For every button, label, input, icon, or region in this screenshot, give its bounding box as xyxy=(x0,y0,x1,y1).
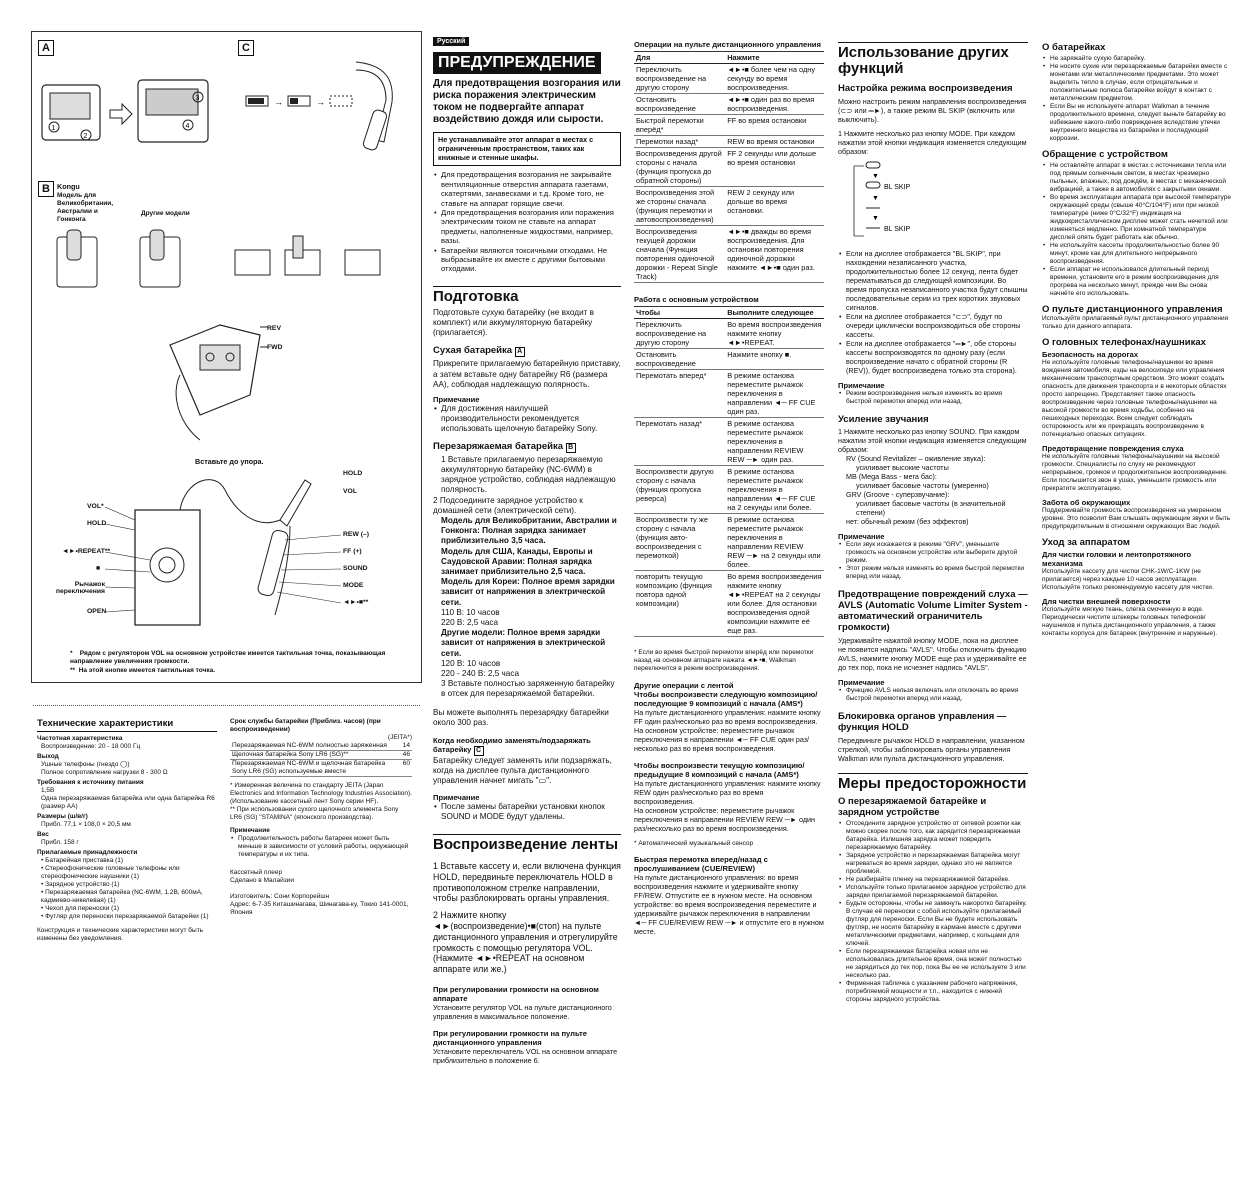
handling-title: Обращение с устройством xyxy=(1042,149,1168,160)
main-ops-title: Работа с основным устройством xyxy=(634,295,759,304)
avls-note: • Функцию AVLS нельзя включать или отключать во время быстрой перемотки вперед или назад. xyxy=(838,687,1028,703)
heads-title: Для чистки головки и лентопротяжного механизма xyxy=(1042,550,1192,568)
battery-type: Щелочная батарейка Sony LR6 (SG)** xyxy=(230,751,401,760)
rech-step: Модель для США, Канады, Европы и Саудовской Аравии: Полная зарядка занимает приблизительно 2,5 часа. xyxy=(441,546,593,576)
rech-step: Модель для Кореи: Полное время зарядки зависит от напряжения в электрической сети. xyxy=(441,577,615,607)
cue-text: На пульте дистанционного управления: во время воспроизведения нажмите и удерживайте кнопку FF/REW. Отпустите ее в нужном месте. На основном устройстве: во время воспроизведения переместите и удерживайте рычажок переключения в направлении ◄─ FF CUE/REVIEW REW ─► и отпустите его в нужном месте. xyxy=(634,873,824,936)
avls-text: Удерживайте нажатой кнопку MODE, пока на дисплее не появится надпись "AVLS". Чтобы отключить функцию AVLS, нажмите кнопку MODE еще раз и удерживайте ее до тех пор, пока не исчезнет надпись "AVLS". xyxy=(838,636,1027,672)
th-do: Выполните следующее xyxy=(725,307,824,319)
rech-step: 2 Подсоедините зарядное устройство к домашней сети (электрической сети). xyxy=(433,495,583,515)
hold-title: Блокировка органов управления — функция HOLD xyxy=(838,711,1007,733)
address-line: Адрес: 6-7-35 Киташинагава, Шинагава-ку, Токио 141-0001, Япония xyxy=(230,901,409,916)
battery-life-section xyxy=(230,718,412,917)
spec-heading: Прилагаемые принадлежности xyxy=(37,849,138,856)
battery-type: Перезаряжаемая NC-6WM полностью заряженная xyxy=(230,742,401,751)
battery-hours: 46 xyxy=(402,751,410,758)
sound-mode: RV (Sound Revitalizer – оживление звука): xyxy=(846,454,986,463)
hold-text: Передвиньте рычажок HOLD в направлении, указанном стрелкой, чтобы заблокировать органы управления Walkman или пульта дистанционного управления. xyxy=(838,736,1025,763)
table-row xyxy=(634,370,824,418)
rev-label: REV xyxy=(267,325,281,332)
sound-note-title: Примечание xyxy=(838,532,885,541)
op-action: Воспроизвести другую сторону с начала (функция пропуска реверса) xyxy=(634,466,725,514)
sound-mode: MB (Mega Bass - мега бас): xyxy=(846,472,937,481)
precaution-item: • Фирменная табличка с указанием рабочего напряжения, потребляемой мощности и т.п., находится с нижней стороны зарядного устройства. xyxy=(846,980,1028,1004)
sound-mode: усиливает высокие частоты xyxy=(856,463,949,472)
mode-note: • Режим воспроизведения нельзя изменять во время быстрой перемотки вперед или назад. xyxy=(838,390,1028,406)
sound-mode: усиливает басовые частоты (умеренно) xyxy=(856,481,989,490)
op-instruction: FF 2 секунды или дольше во время остановки xyxy=(725,148,824,187)
precautions-list xyxy=(838,820,1028,1004)
op-instruction: В режиме останова переместите рычажок переключения в направлении REVIEW REW ─► один раз. xyxy=(725,418,824,466)
precaution-item: • Не разбирайте пленку на перезаряжаемой батарейке. xyxy=(846,876,1028,884)
table-row xyxy=(634,319,824,349)
uk-models-label: Модель для Великобритании, Австралии и Гонконга xyxy=(57,192,114,223)
callout-open: OPEN xyxy=(87,608,107,615)
op-instruction: ◄►•■ один раз во время воспроизведения. xyxy=(725,94,824,115)
dry-note-title: Примечание xyxy=(433,395,480,405)
precaution-item: • Будьте осторожны, чтобы не замкнуть накоротко батарейку. В случае её переноски с собой используйте прилагаемый футляр для переноски. Если Вы не будете использовать футляр, не носите батарейку в кармане вместе с другими металлическими предметами, например, с кольцами для ключей. xyxy=(846,900,1028,948)
mode-note-title: Примечание xyxy=(838,381,885,390)
battery-remark-title: Примечание xyxy=(230,827,270,834)
spec-value: 1,5В Одна перезаряжаемая батарейка или одна батарейка R6 (размер АА) xyxy=(41,787,215,810)
battery-life-table xyxy=(230,742,412,777)
spec-value: Ушные телефоны (гнездо ◯) Полное сопротивление нагрузки 8 - 300 Ω xyxy=(41,761,168,776)
handling-bullets: • Не оставляйте аппарат в местах с источниками тепла или под прямым солнечным светом, в местах чрезмерно пыльных, влажных, под дождём, в местах с механической вибрацией, а также в автомобилях с закрытыми окнами. • Во время эксплуатации аппарата при высокой температуре окружающей среды (свыше 40°C/104°F) или при низкой температуре (ниже 0°C/32°F) индикация на жидкокристаллическом дисплее может стать нечеткой или изменяться медленно. При комнатной температуре дисплей опять будет работать как обычно. • Не используйте кассеты продолжительностью более 90 минут, кроме как для длительного непрерывного воспроизведения. • Если аппарат не использовался длительный период времени, установите его в режим воспроизведения для прогрева на несколько минут, прежде чем Вы снова начнёте его использовать. xyxy=(1042,162,1232,298)
callout-ff: FF (+) xyxy=(343,548,362,555)
star-note: * Если во время быстрой перемотки вперёд или перемотки назад на основном аппарате нажата ◄►•■, Walkman переключится в режим воспроизведения. xyxy=(634,649,814,672)
main-ops-table xyxy=(634,307,824,637)
bl-skip-2: BL SKIP xyxy=(884,226,911,233)
maker-line: Изготовитель: Сони Корпорейшн xyxy=(230,893,330,900)
op-instruction: Во время воспроизведения нажмите кнопку ◄►•REPEAT на 2 секунды или более. Для остановки воспроизведения одной композиции нажмите её еще раз. xyxy=(725,571,824,637)
callout-rew: REW (–) xyxy=(343,531,370,538)
sound-step: 1 Нажмите несколько раз кнопку SOUND. При каждом нажатии этой кнопки индикация изменяется следующим образом: xyxy=(838,427,1027,454)
replace-note-title: Примечание xyxy=(433,792,480,802)
fwd-label: FWD xyxy=(267,344,283,351)
cassette-insert-illustration xyxy=(160,315,270,445)
precaution-item: • Если перезаряжаемая батарейка новая или не использовалась длительное время, она может полностью не зарядиться до тех пор, пока Вы ее не используете 3 или несколько раз. xyxy=(846,948,1028,980)
sound-mode: усиливает басовые частоты (в значительной степени) xyxy=(856,499,1006,517)
op-instruction: Во время воспроизведения нажмите кнопку ◄►•REPEAT. xyxy=(725,319,824,349)
remote-ops-title: Операции на пульте дистанционного управления xyxy=(634,40,821,49)
battery-type: Перезаряжаемая NC-6WM и щелочная батарейка Sony LR6 (SG) используемые вместе xyxy=(230,760,401,777)
svg-text:1: 1 xyxy=(51,125,56,132)
heads-text: Используйте кассету для чистки CHK-1W/C-1KW (не прилагается) через каждые 10 часов эксплуатации. Используйте только рекомендуемую кассету для чистки. xyxy=(1042,568,1214,591)
rech-step: 220 - 240 В: 2,5 часа xyxy=(441,668,520,678)
th-press: Нажмите xyxy=(725,52,824,64)
footnote-tactile-text: На этой кнопке имеется тактильная точка. xyxy=(78,667,216,674)
avls-title: Предотвращение повреждений слуха — AVLS (Automatic Volume Limiter System - автоматический ограничитель громкости) xyxy=(838,589,1028,633)
table-row xyxy=(634,64,824,94)
figure-a-label: A xyxy=(38,40,54,56)
hearing-text: Не используйте головные телефоны/наушники на высокой громкости. Специалисты по слуху не рекомендуют непрерывное, громкое и продолжительное воспроизведение. Если послышится звон в ушах, уменьшите громкость или прекратите эксплуатацию. xyxy=(1042,453,1228,492)
ams-note: * Автоматический музыкальный сенсор xyxy=(634,840,754,847)
table-row xyxy=(634,115,824,136)
footnote-tactile xyxy=(70,667,400,675)
callout-vol: VOL* xyxy=(87,503,104,510)
callout-mode: MODE xyxy=(343,582,364,589)
sound-notes: • Если звук искажается в режиме "GRV", уменьшите громкость на основном устройстве или выберите другой режим. • Этот режим нельзя изменять во время быстрой перемотки вперед или назад. xyxy=(838,541,1028,581)
th-for: Для xyxy=(634,52,725,64)
table-row xyxy=(634,466,824,514)
notice-box: Не устанавливайте этот аппарат в местах с ограниченным пространством, таких как книжные и стенные шкафы. xyxy=(433,132,621,166)
battery-life-row xyxy=(230,751,412,760)
warning-title: ПРЕДУПРЕЖДЕНИЕ xyxy=(433,52,601,74)
op-action: повторить текущую композицию (функция повтора одной композиции) xyxy=(634,571,725,637)
svg-text:▼: ▼ xyxy=(872,173,879,180)
vol-remote-text: Установите переключатель VOL на основном аппарате приблизительно в положение 6. xyxy=(433,1046,618,1065)
replace-title: Когда необходимо заменять/подзаряжать батарейку C xyxy=(433,735,591,754)
table-row xyxy=(634,226,824,283)
spec-heading: Частотная характеристика xyxy=(37,735,123,742)
svg-text:3: 3 xyxy=(195,95,200,102)
rech-step: 1 Вставьте прилагаемую перезаряжаемую аккумуляторную батарейку (NC-6WM) в зарядное устройство, соблюдая надлежащую полярность. xyxy=(441,454,616,495)
op-action: Воспроизведения текущей дорожки сначала (Функция повторения одиночной дорожки - Repeat Single Track) xyxy=(634,226,725,283)
mode-bullets: • Если на дисплее отображается "BL SKIP", при нахождении незаписанного участка, продолжительностью более 12 секунд, лента будет перематываться до следующей композиции. Во время пропуска незаписанного участка будут слышны последовательные серии из трех коротких звуковых сигналов. • Если на дисплее отображается "⊂⊃", будут по очереди циклически воспроизводиться обе стороны кассеты. • Если на дисплее отображается "═►", обе стороны кассеты воспроизводятся по одному разу (если воспроизведение начато с обратной стороны (R (REV)), будет воспроизведена только эта сторона). xyxy=(838,249,1028,375)
table-row xyxy=(634,136,824,148)
mode-step: 1 Нажмите несколько раз кнопку MODE. При каждом нажатии этой кнопки индикация изменяется следующим образом: xyxy=(838,129,1027,156)
callout-sound: SOUND xyxy=(343,565,368,572)
callout-repeat: ◄►•REPEAT** xyxy=(62,548,111,555)
spec-separator xyxy=(33,705,420,706)
ams-title: Чтобы воспроизвести следующую композицию/ последующие 9 композиций с начала (AMS*) xyxy=(634,690,818,708)
ams-text-2: На основном устройстве: переместите рычажок переключения в направлении ◄─ FF CUE один раз/несколько раз во время воспроизведения. xyxy=(634,726,810,753)
callout-remote-hold: HOLD xyxy=(343,470,363,477)
care-title: Уход за аппаратом xyxy=(1042,537,1130,548)
footnote-mark-2: ** xyxy=(70,667,76,674)
mode-title: Настройка режима воспроизведения xyxy=(838,83,1013,94)
replace-ref: C xyxy=(474,746,484,756)
svg-text:▼: ▼ xyxy=(872,215,879,222)
play-title: Воспроизведение ленты xyxy=(433,835,619,853)
op-instruction: В режиме останова переместите рычажок переключения в направлении ◄─ FF CUE на 2 секунды или более. xyxy=(725,466,824,514)
op-action: Перемотки назад* xyxy=(634,136,725,148)
footnote-vol xyxy=(70,650,400,666)
battery-life-row xyxy=(230,760,412,777)
charger-illustration xyxy=(45,222,415,292)
precautions-sub: О перезаряжаемой батарейке и зарядном устройстве xyxy=(838,796,987,818)
footnote-mark-1: * xyxy=(70,650,73,657)
spec-heading: Выход xyxy=(37,753,59,760)
warning-text: Для предотвращения возгорания или риска поражения электрическим током не подвергайте аппарат воздействию дождя или сырости. xyxy=(433,78,621,125)
svg-text:▼: ▼ xyxy=(872,195,879,202)
battery-attach-illustration xyxy=(38,75,213,155)
op-action: Переключить воспроизведение на другую сторону xyxy=(634,319,725,349)
callout-stop: ■ xyxy=(96,565,101,572)
column-4 xyxy=(1042,42,1232,638)
spec-value: Прибл. 158 г xyxy=(41,839,79,846)
table-row xyxy=(634,94,824,115)
road-title: Безопасность на дорогах xyxy=(1042,350,1139,359)
battery-remark: • Продолжительность работы батареек может быть меньше в зависимости от условий работы, окружающей температуры и их типа. xyxy=(230,835,412,859)
op-instruction: ◄►•■ дважды во время воспроизведения. Для остановки повторения одиночной дорожки нажмите ◄►•■ один раз. xyxy=(725,226,824,283)
replace-text: Батарейку следует заменять или подзаряжать, когда на дисплее пульта дистанционного управления начнет мигать "▭". xyxy=(433,755,612,786)
mode-text: Можно настроить режим направления воспроизведения (⊂⊃ или ═►), а также режим BL SKIP (включить или выключить). xyxy=(838,97,1027,124)
battery-life-unit: (JEITA*) xyxy=(387,734,412,741)
op-action: Воспроизведения другой стороны с начала (функция пропуска до обратной стороны) xyxy=(634,148,725,187)
dry-battery-title: Сухая батарейка A xyxy=(433,345,621,357)
table-row xyxy=(634,187,824,226)
warning-bullets: • Для предотвращения возгорания не закрывайте вентиляционные отверстия аппарата газетами, скатертями, занавесками и т.д. Кроме того, не ставьте на аппарат горящие свечи. • Для предотвращения возгорания или поражения электрическим током не ставьте на аппарат предметы, наполненные жидкостями, например, вазы. • Батарейки являются токсичными отходами. Не выбрасывайте их вместе с другими бытовыми отходами. xyxy=(433,170,621,273)
ams2-text-2: На основном устройстве: переместите рычажок переключения в направлении REVIEW REW ─► один раз/несколько раз во время воспроизведения. xyxy=(634,806,815,833)
callout-lever: Рычажок переключения xyxy=(55,581,105,595)
tape-ops-title: Другие операции с лентой xyxy=(634,681,734,690)
ams2-text-1: На пульте дистанционного управления: нажмите кнопку REW один раз/несколько раз во время воспроизведения. xyxy=(634,779,821,806)
op-action: Быстрой перемотки вперёд* xyxy=(634,115,725,136)
figure-b-label: B xyxy=(38,181,54,197)
made-line-1: Кассетный плеер xyxy=(230,869,283,876)
battery-note-1: * Измеренная величина по стандарту JEITA (Japan Electronics and Information Technology Industries Association). (Использование кассетный лент Sony серии HF). xyxy=(230,782,412,805)
cue-title: Быстрая перемотка вперед/назад с прослушиванием (CUE/REVIEW) xyxy=(634,855,768,873)
op-instruction: REW 2 секунду или дольше во время остановки. xyxy=(725,187,824,226)
language-tag: Русский xyxy=(433,37,469,46)
op-action: Остановить воспроизведение xyxy=(634,94,725,115)
precaution-item: • Зарядное устройство и перезаряжаемая батарейка могут нагреваться во время зарядки, однако это не является проблемой. xyxy=(846,852,1028,876)
spec-value: Прибл. 77,1 × 108,0 × 20,5 мм xyxy=(41,821,131,828)
footnote-vol-text: Рядом с регулятором VOL на основном устройстве имеется тактильная точка, показывающая направление увеличения громкости. xyxy=(70,650,386,665)
spec-value: Воспроизведение: 20 - 18 000 Гц xyxy=(41,743,141,750)
ams2-title: Чтобы воспроизвести текущую композицию/ предыдущие 8 композиций с начала (AMS*) xyxy=(634,761,805,779)
specs-footer: Конструкция и технические характеристики могут быть изменены без уведомления. xyxy=(37,927,204,942)
callout-remote-vol: VOL xyxy=(343,488,357,495)
specs-list xyxy=(37,735,217,921)
op-action: Остановить воспроизведение xyxy=(634,349,725,370)
vol-remote-title: При регулировании громкости на пульте дистанционного управления xyxy=(433,1028,587,1047)
rech-battery-title: Перезаряжаемая батарейка B xyxy=(433,441,621,453)
made-line-2: Сделано в Малайзии xyxy=(230,877,294,884)
svg-text:2: 2 xyxy=(83,133,88,140)
recharge-count: Вы можете выполнять перезарядку батарейки около 300 раз. xyxy=(433,707,609,727)
precaution-item: • Используйте только прилагаемое зарядное устройство для зарядки прилагаемой перезаряжаемой батарейки. xyxy=(846,884,1028,900)
callout-remote-play: ◄►•■** xyxy=(343,599,369,606)
sound-modes xyxy=(838,454,1028,526)
ams-text-1: На пульте дистанционного управления: нажмите кнопку FF один раз/несколько раз во время воспроизведения. xyxy=(634,708,821,726)
spec-heading: Вес xyxy=(37,831,49,838)
phones-title: О головных телефонах/наушниках xyxy=(1042,337,1206,348)
column-3 xyxy=(838,42,1028,1004)
callout-hold: HOLD xyxy=(87,520,107,527)
replace-note: • После замены батарейки установки кнопок SOUND и MODE будут удалены. xyxy=(433,802,621,822)
rech-step: 110 В: 10 часов xyxy=(441,607,500,617)
road-text: Не используйте головные телефоны/наушники во время вождения автомобиля, езды на велосипеде или управления механическим транспортным средством. Это может создать опасность для движения транспорта и в некоторых областях просто запрещено. Представляет также опасность воспроизведение через головные телефоны/наушники на высокой громкости во время ходьбы, особенно на пешеходных переходах. Всем следует соблюдать осторожность или же прекращать воспроизведение в потенциально опасных ситуациях. xyxy=(1042,359,1227,438)
battery-life-title: Срок службы батарейки (Приблиз. часов) (при воспроизведении) xyxy=(230,718,381,733)
play-step-2: 2 Нажмите кнопку ◄►(воспроизведение)•■(стоп) на пульте дистанционного управления и отрегулируйте громкость с помощью регулятора VOL. (Нажмите ◄►•REPEAT на основном аппарате или же.) xyxy=(433,910,618,975)
specs-title: Технические характеристики xyxy=(37,718,174,729)
figure-c-label: C xyxy=(238,40,254,56)
op-action: Перемотать вперед* xyxy=(634,370,725,418)
precaution-item: • Отсоедините зарядное устройство от сетевой розетки как можно скорее после того, как зарядится перезаряжаемая батарейка. Излишняя зарядка может повредить перезаряжаемую батарейку. xyxy=(846,820,1028,852)
table-row xyxy=(634,571,824,637)
th-to: Чтобы xyxy=(634,307,725,319)
play-step-1: 1 Вставьте кассету и, если включена функция HOLD, передвиньте переключатель HOLD в противоположном стрелке направлении, чтобы разблокировать органы управления. xyxy=(433,860,621,904)
column-2 xyxy=(634,40,824,936)
specs-section xyxy=(37,718,217,943)
battery-hours: 60 xyxy=(401,760,412,777)
op-instruction: В режиме останова переместите рычажок переключения в направлении ◄─ FF CUE один раз. xyxy=(725,370,824,418)
remote-ops-table xyxy=(634,52,824,283)
battery-note-2: ** При использовании сухого щелочного элемента Sony LR6 (SG) "STAMINA" (японского производства). xyxy=(230,806,399,821)
surface-title: Для чистки внешней поверхности xyxy=(1042,597,1171,606)
avls-note-title: Примечание xyxy=(838,678,885,687)
table-row xyxy=(634,418,824,466)
dry-battery-text: Прикрепите прилагаемую батарейную приставку, а затем вставьте одну батарейку R6 (размера AA), соблюдая надлежащую полярность. xyxy=(433,359,621,389)
op-instruction: FF во время остановки xyxy=(725,115,824,136)
other-models-label: Другие модели xyxy=(141,210,190,217)
op-instruction: В режиме останова переместите рычажок переключения в направлении REVIEW REW ─► на 2 секунды или более. xyxy=(725,514,824,571)
spec-value: • Батарейная приставка (1) • Стереофонические головные телефоны или стереофонические наушники (1) • Зарядное устройство (1) • Перезаряжаемая батарейка (NC-6WM, 1.2В, 600мА, кадмиево-никелевая) (1) • Чехол для переноски (1) • Футляр для переноски перезаряжаемой батарейки (1) xyxy=(41,857,209,920)
svg-text:→: → xyxy=(316,97,325,107)
spec-heading: Размеры (ш/в/г) xyxy=(37,813,88,820)
spec-heading: Требования к источнику питания xyxy=(37,779,144,786)
surface-text: Используйте мягкую ткань, слегка смоченную в воде. Периодически чистите штекеры головных телефонов/ наушников и пульта дистанционного управления, а также контакты корпуса для батареек (внутренние и наружные). xyxy=(1042,606,1218,637)
kongu-title: Kongu xyxy=(57,182,80,191)
batteries-bullets: • Не заряжайте сухую батарейку. • Не носите сухие или перезаряжаемые батарейки вместе с монетами или металлическими предметами. Это может выделить тепло в случае, если отрицательные и положительные полюса батарейки войдут в контакт с металлическим предметом. • Если Вы не используете аппарат Walkman в течение продолжительного времени, следует выньте батарейку во избежание какого-либо повреждения вследствие утечки внутреннего вещества из батарейки и последующей коррозии. xyxy=(1042,55,1232,143)
rech-steps xyxy=(433,455,621,700)
table-row xyxy=(634,349,824,370)
rech-step: 120 В: 10 часов xyxy=(441,658,501,668)
sound-mode: нет: обычный режим (без эффектов) xyxy=(846,517,969,526)
op-action: Переключить воспроизведение на другую сторону xyxy=(634,64,725,94)
sound-title: Усиление звучания xyxy=(838,414,929,425)
other-functions-title: Использование других функций xyxy=(838,44,1009,77)
vol-main-title: При регулировании громкости на основном аппарате xyxy=(433,984,599,1003)
rech-step: 220 В: 2,5 часа xyxy=(441,617,499,627)
rech-step: 3 Вставьте полностью заряженную батарейку в отсек для перезаряжаемой батарейки. xyxy=(441,679,615,699)
hearing-title: Предотвращение повреждения слуха xyxy=(1042,444,1184,453)
op-instruction: Нажмите кнопку ■. xyxy=(725,349,824,370)
others-title: Забота об окружающих xyxy=(1042,498,1131,507)
remote-care-text: Используйте прилагаемый пульт дистанционного управления только для данного аппарата. xyxy=(1042,315,1229,330)
remote-care-title: О пульте дистанционного управления xyxy=(1042,304,1223,315)
bl-skip-1: BL SKIP xyxy=(884,184,911,191)
op-action: Перемотать назад* xyxy=(634,418,725,466)
precautions-title: Меры предосторожности xyxy=(838,775,1027,792)
op-instruction: ◄►•■ более чем на одну секунду во время воспроизведения. xyxy=(725,64,824,94)
column-1 xyxy=(433,30,621,1065)
op-instruction: REW во время остановки xyxy=(725,136,824,148)
op-action: Воспроизвести ту же сторону с начала (функция авто-воспроизведения с перемоткой) xyxy=(634,514,725,571)
prep-text: Подготовьте сухую батарейку (не входит в комплект) или аккумуляторную батарейку (прилагается). xyxy=(433,307,595,338)
prep-title: Подготовка xyxy=(433,287,519,305)
table-row xyxy=(634,148,824,187)
dry-battery-ref: A xyxy=(515,347,525,357)
sound-mode: GRV (Groove - суперзвучание): xyxy=(846,490,950,499)
op-action: Воспроизведения этой же стороны сначала (функция перемотки и автовоспроизведения) xyxy=(634,187,725,226)
battery-hours: 14 xyxy=(402,742,410,749)
vol-main-text: Установите регулятор VOL на пульте дистанционного управления в максимальное положение. xyxy=(433,1002,612,1021)
battery-life-row xyxy=(230,742,412,751)
mode-cycle-diagram xyxy=(848,160,928,242)
battery-indicator-illustration xyxy=(236,60,416,170)
table-row xyxy=(634,514,824,571)
player-illustration xyxy=(105,470,345,630)
others-text: Поддерживайте громкость воспроизведения на умеренном уровне. Это позволит Вам слышать окружающие звуки и быть предупредительным в отношении окружающих Вас людей. xyxy=(1042,507,1231,530)
insert-until-stop-label: Вставьте до упора. xyxy=(195,457,264,466)
dry-note: • Для достижения наилучшей производительности рекомендуется использовать щелочную батарейку Sony. xyxy=(433,404,621,435)
svg-text:4: 4 xyxy=(185,123,190,130)
rech-step: Модель для Великобритании, Австралии и Гонконга: Полная зарядка занимает приблизительно 3,5 часа. xyxy=(441,515,617,546)
batteries-title: О батарейках xyxy=(1042,42,1106,53)
svg-text:→: → xyxy=(274,97,283,107)
rech-battery-ref: B xyxy=(566,443,576,453)
rech-step: Другие модели: Полное время зарядки зависит от напряжения в электрической сети. xyxy=(441,628,606,658)
